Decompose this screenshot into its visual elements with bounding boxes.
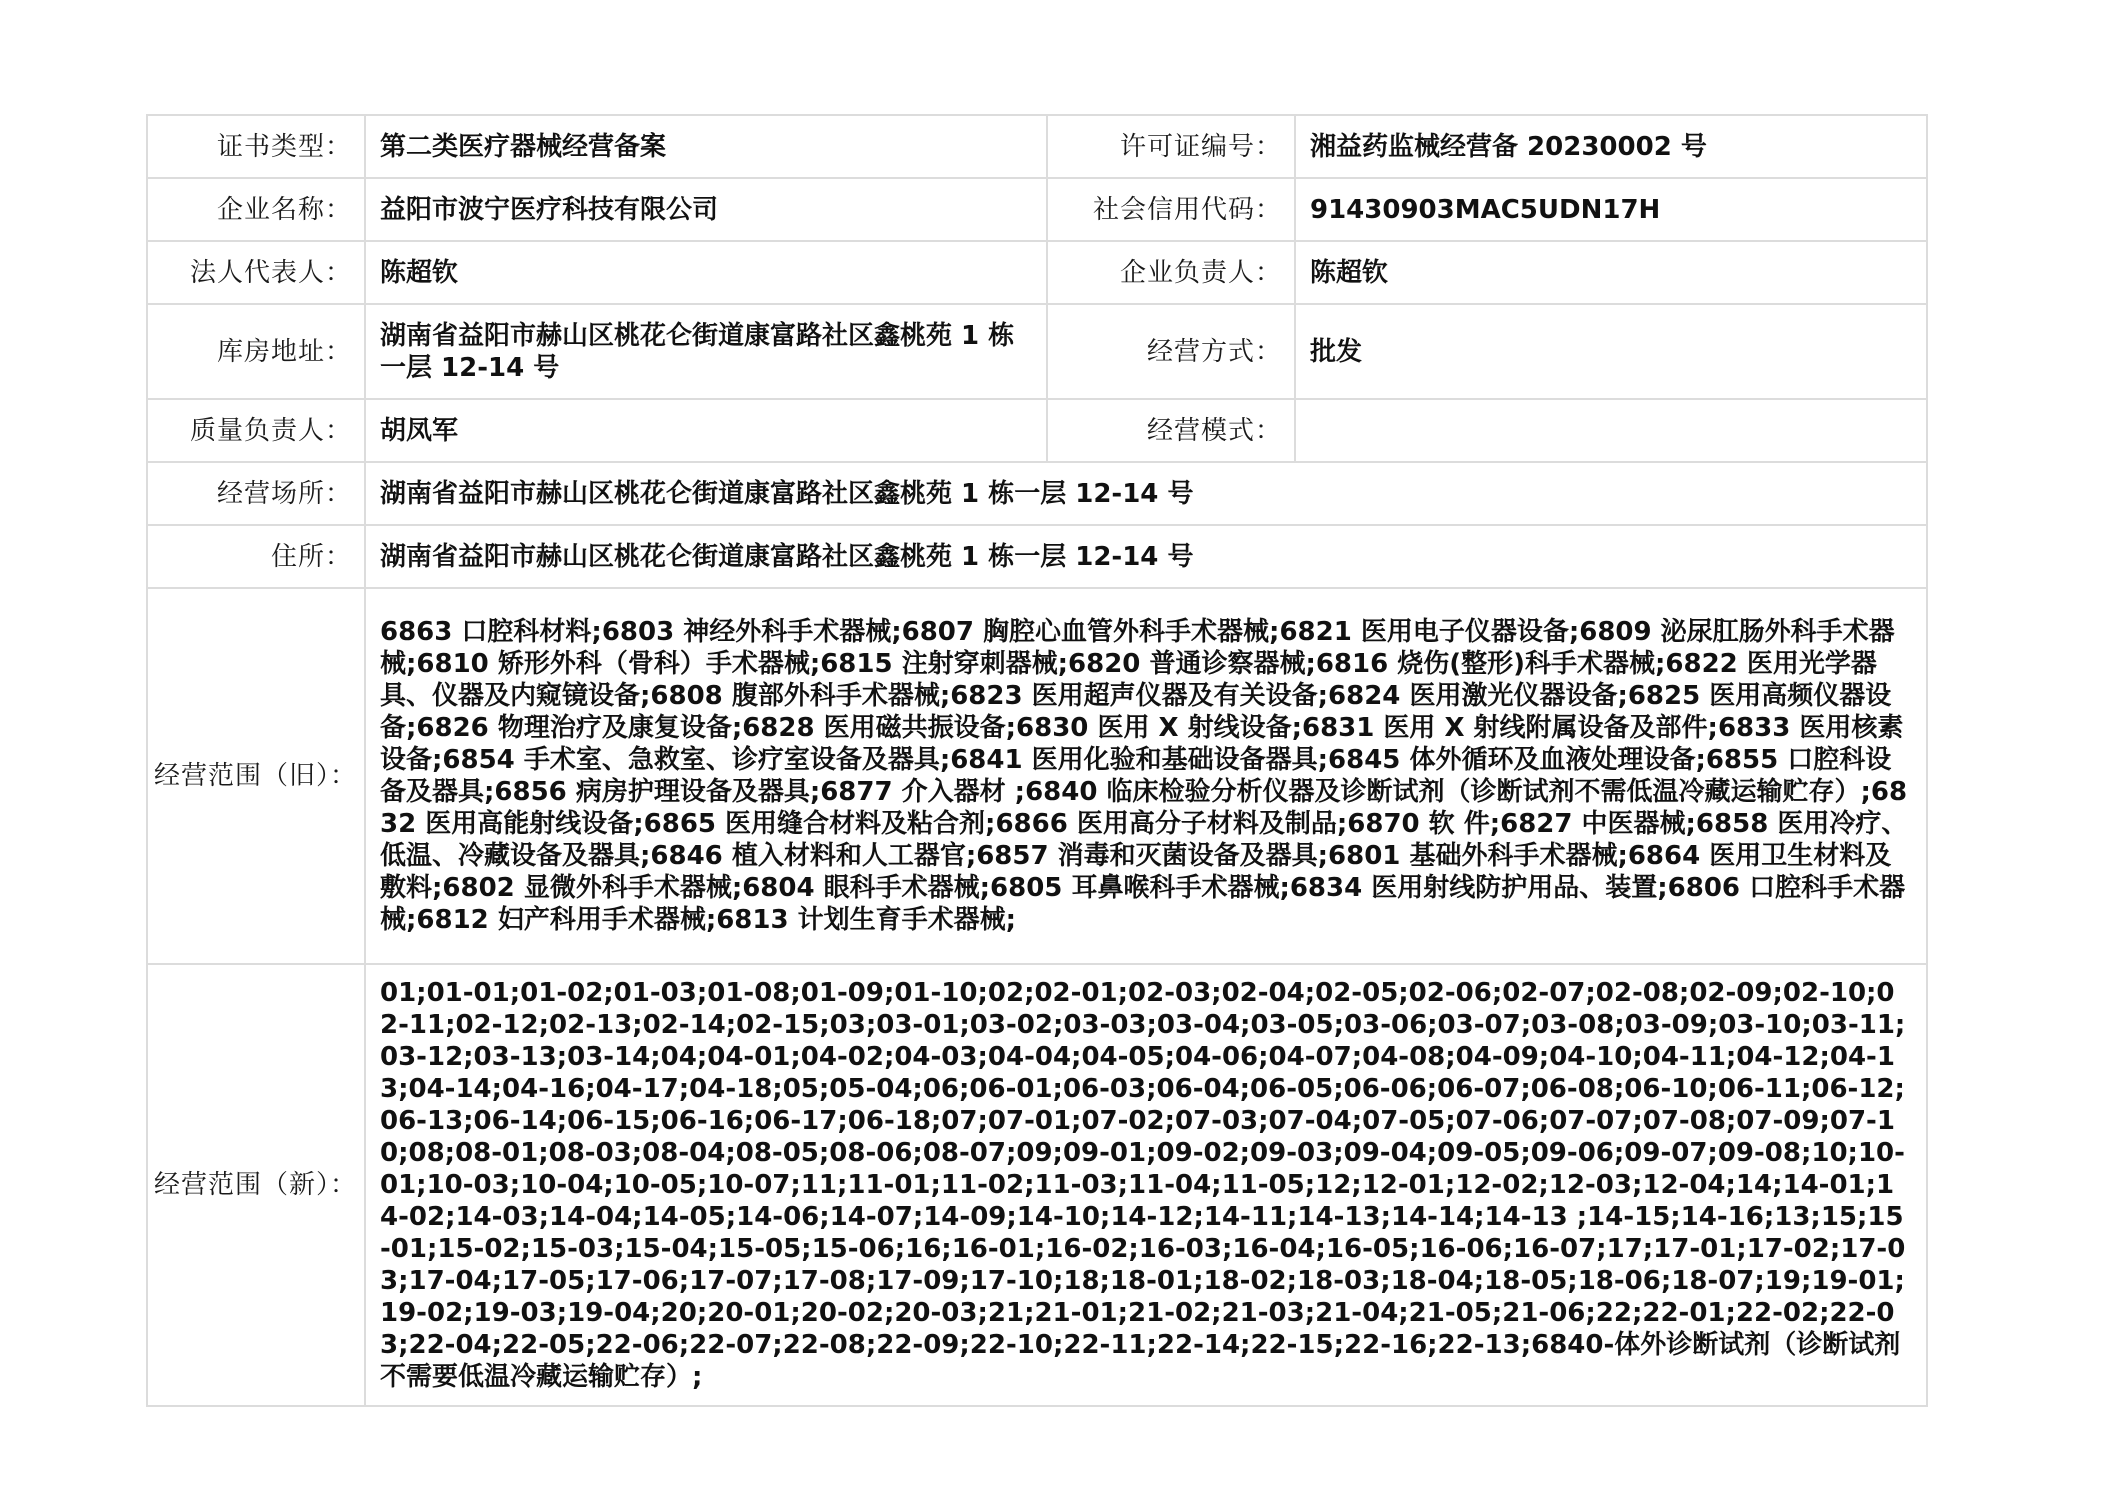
row-scope-old bbox=[147, 588, 1927, 964]
cert-type-value: 第二类医疗器械经营备案 bbox=[365, 115, 1047, 178]
certificate-table bbox=[146, 114, 1928, 1407]
business-mode-label: 经营模式： bbox=[1047, 399, 1295, 462]
scope-old-value: 6863 口腔科材料;6803 神经外科手术器械;6807 胸腔心血管外科手术器械;6821 医用电子仪器设备;6809 泌尿肛肠外科手术器械;6810 矫形外科（骨科）手术器械;6815 注射穿刺器械;6820 普通诊察器械;6816 烧伤(整形)科手术器械;6822 医用光学器具、仪器及内窥镜设备;6808 腹部外科手术器械;6823 医用超声仪器及有关设备;6824 医用激光仪器设备;6825 医用高频仪器设备;6826 物理治疗及康复设备;6828 医用磁共振设备;6830 医用 X 射线设备;6831 医用 X 射线附属设备及部件;6833 医用核素设备;6854 手术室、急救室、诊疗室设备及器具;6841 医用化验和基础设备器具;6845 体外循环及血液处理设备;6855 口腔科设备及器具;6856 病房护理设备及器具;6877 介入器材 ;6840 临床检验分析仪器及诊断试剂（诊断试剂不需低温冷藏运输贮存）;6832 医用高能射线设备;6865 医用缝合材料及粘合剂;6866 医用高分子材料及制品;6870 软 件;6827 中医器械;6858 医用冷疗、低温、冷藏设备及器具;6846 植入材料和人工器官;6857 消毒和灭菌设备及器具;6801 基础外科手术器械;6864 医用卫生材料及敷料;6802 显微外科手术器械;6804 眼科手术器械;6805 耳鼻喉科手术器械;6834 医用射线防护用品、装置;6806 口腔科手术器械;6812 妇产科用手术器械;6813 计划生育手术器械; bbox=[365, 588, 1927, 964]
row-business-place bbox=[147, 462, 1927, 525]
row-cert-type bbox=[147, 115, 1927, 178]
legal-rep-label: 法人代表人： bbox=[147, 241, 365, 304]
scope-new-label: 经营范围（新）： bbox=[147, 964, 365, 1406]
row-quality bbox=[147, 399, 1927, 462]
legal-rep-value: 陈超钦 bbox=[365, 241, 1047, 304]
company-head-label: 企业负责人： bbox=[1047, 241, 1295, 304]
row-persons bbox=[147, 241, 1927, 304]
quality-head-value: 胡凤军 bbox=[365, 399, 1047, 462]
cert-type-label: 证书类型： bbox=[147, 115, 365, 178]
business-place-label: 经营场所： bbox=[147, 462, 365, 525]
company-name-value: 益阳市波宁医疗科技有限公司 bbox=[365, 178, 1047, 241]
scope-new-value: 01;01-01;01-02;01-03;01-08;01-09;01-10;02;02-01;02-03;02-04;02-05;02-06;02-07;02-08;02-09;02-10;02-11;02-12;02-13;02-14;02-15;03;03-01;03-02;03-03;03-04;03-05;03-06;03-07;03-08;03-09;03-10;03-11;03-12;03-13;03-14;04;04-01;04-02;04-03;04-04;04-05;04-06;04-07;04-08;04-09;04-10;04-11;04-12;04-13;04-14;04-16;04-17;04-18;05;05-04;06;06-01;06-03;06-04;06-05;06-06;06-07;06-08;06-10;06-11;06-12;06-13;06-14;06-15;06-16;06-17;06-18;07;07-01;07-02;07-03;07-04;07-05;07-06;07-07;07-08;07-09;07-10;08;08-01;08-03;08-04;08-05;08-06;08-07;09;09-01;09-02;09-03;09-04;09-05;09-06;09-07;09-08;10;10-01;10-03;10-04;10-05;10-07;11;11-01;11-02;11-03;11-04;11-05;12;12-01;12-02;12-03;12-04;14;14-01;14-02;14-03;14-04;14-05;14-06;14-07;14-09;14-10;14-12;14-11;14-13;14-14;14-13 ;14-15;14-16;13;15;15-01;15-02;15-03;15-04;15-05;15-06;16;16-01;16-02;16-03;16-04;16-05;16-06;16-07;17;17-01;17-02;17-03;17-04;17-05;17-06;17-07;17-08;17-09;17-10;18;18-01;18-02;18-03;18-04;18-05;18-06;18-07;19;19-01;19-02;19-03;19-04;20;20-01;20-02;20-03;21;21-01;21-02;21-03;21-04;21-05;21-06;22;22-01;22-02;22-03;22-04;22-05;22-06;22-07;22-08;22-09;22-10;22-11;22-14;22-15;22-16;22-13;6840-体外诊断试剂（诊断试剂不需要低温冷藏运输贮存）; bbox=[365, 964, 1927, 1406]
row-warehouse bbox=[147, 304, 1927, 399]
license-no-label: 许可证编号： bbox=[1047, 115, 1295, 178]
business-method-label: 经营方式： bbox=[1047, 304, 1295, 399]
warehouse-addr-value: 湖南省益阳市赫山区桃花仑街道康富路社区鑫桃苑 1 栋一层 12-14 号 bbox=[365, 304, 1047, 399]
quality-head-label: 质量负责人： bbox=[147, 399, 365, 462]
row-company bbox=[147, 178, 1927, 241]
credit-code-label: 社会信用代码： bbox=[1047, 178, 1295, 241]
residence-value: 湖南省益阳市赫山区桃花仑街道康富路社区鑫桃苑 1 栋一层 12-14 号 bbox=[365, 525, 1927, 588]
scope-old-label: 经营范围（旧）： bbox=[147, 588, 365, 964]
warehouse-addr-label: 库房地址： bbox=[147, 304, 365, 399]
business-method-value: 批发 bbox=[1295, 304, 1927, 399]
residence-label: 住所： bbox=[147, 525, 365, 588]
credit-code-value: 91430903MAC5UDN17H bbox=[1295, 178, 1927, 241]
business-place-value: 湖南省益阳市赫山区桃花仑街道康富路社区鑫桃苑 1 栋一层 12-14 号 bbox=[365, 462, 1927, 525]
row-scope-new bbox=[147, 964, 1927, 1406]
row-residence bbox=[147, 525, 1927, 588]
license-no-value: 湘益药监械经营备 20230002 号 bbox=[1295, 115, 1927, 178]
company-head-value: 陈超钦 bbox=[1295, 241, 1927, 304]
business-mode-value bbox=[1295, 399, 1927, 462]
company-name-label: 企业名称： bbox=[147, 178, 365, 241]
